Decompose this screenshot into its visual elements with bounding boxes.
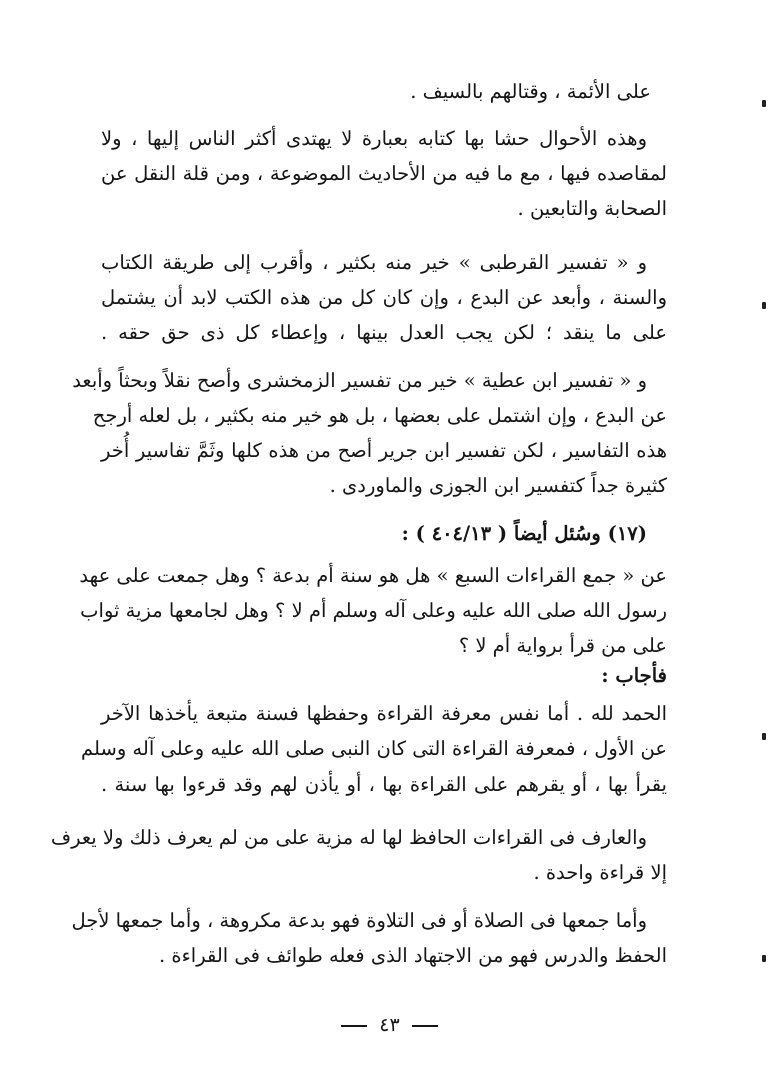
question-heading: (١٧) وسُئل أيضاً ( ٤٠٤/١٣ ) : [401,522,647,545]
text-line-paragraph-start: و « تفسير القرطبى » خير منه بكثير ، وأقرب إلى طريقة الكتاب [101,251,647,274]
text-line: لمقاصده فيها ، مع ما فيه من الأحاديث الموضوعة ، ومن قلة النقل عن [101,162,667,185]
text-line-paragraph-end: كثيرة جداً كتفسير ابن الجوزى والماوردى . [329,474,667,497]
answer-heading: فأجاب : [601,664,667,687]
text-line-paragraph-end: إلا قراءة واحدة . [533,861,667,884]
text-line-paragraph-start: وأما جمعها فى الصلاة أو فى التلاوة فهو بدعة مكروهة ، وأما جمعها لأجل [71,909,647,932]
text-line-paragraph-end: الحفظ والدرس فهو من الاجتهاد الذى فعله طوائف فى القراءة . [159,944,667,967]
scan-speck [762,733,766,740]
answer-text-line-end: يقرأ بها ، أو يقرهم على القراءة بها ، أو يأذن لهم وقد قرءوا بها سنة . [101,773,667,796]
text-line: عن البدع ، وإن اشتمل على بعضها ، بل هو خير منه بكثير ، بل لعله أرجح [92,404,667,427]
question-text-line: عن « جمع القراءات السبع » هل هو سنة أم بدعة ؟ وهل جمعت على عهد [79,564,667,587]
text-line-paragraph-start: وهذه الأحوال حشا بها كتابه بعبارة لا يهتدى أكثر الناس إليها ، ولا [101,127,647,150]
page-number-value: ٤٣ [379,1014,400,1036]
scan-speck [762,955,766,962]
page-number-dash-right [412,1025,438,1027]
answer-text-line: الحمد لله . أما نفس معرفة القراءة وحفظها فسنة متبعة يأخذها الآخر [101,702,667,725]
text-line: هذه التفاسير ، لكن تفسير ابن جرير أصح من هذه كلها وثَمَّ تفاسير أُخر [101,439,667,462]
text-line: والسنة ، وأبعد عن البدع ، وإن كان كل من هذه الكتب لابد أن يشتمل [101,286,667,309]
text-line-continuation: على الأئمة ، وقتالهم بالسيف . [410,80,651,103]
scan-speck [762,100,766,107]
scan-speck [762,302,766,309]
text-line-paragraph-end: الصحابة والتابعين . [517,197,667,220]
page-number [0,1014,779,1036]
page-number-dash-left [341,1025,367,1027]
question-text-line-end: على من قرأ برواية أم لا ؟ [458,634,667,657]
text-line-paragraph-end: على ما ينقد ؛ لكن يجب العدل بينها ، وإعطاء كل ذى حق حقه . [101,321,667,344]
answer-text-line: عن الأول ، فمعرفة القراءة التى كان النبى صلى الله عليه وعلى آله وسلم [81,737,667,760]
text-line-paragraph-start: و « تفسير ابن عطية » خير من تفسير الزمخشرى وأصح نقلاً وبحثاً وأبعد [72,369,647,392]
question-text-line: رسول الله صلى الله عليه وعلى آله وسلم أم لا ؟ وهل لجامعها مزية ثواب [80,599,667,622]
text-line-paragraph-start: والعارف فى القراءات الحافظ لها له مزية على من لم يعرف ذلك ولا يعرف [50,826,647,849]
